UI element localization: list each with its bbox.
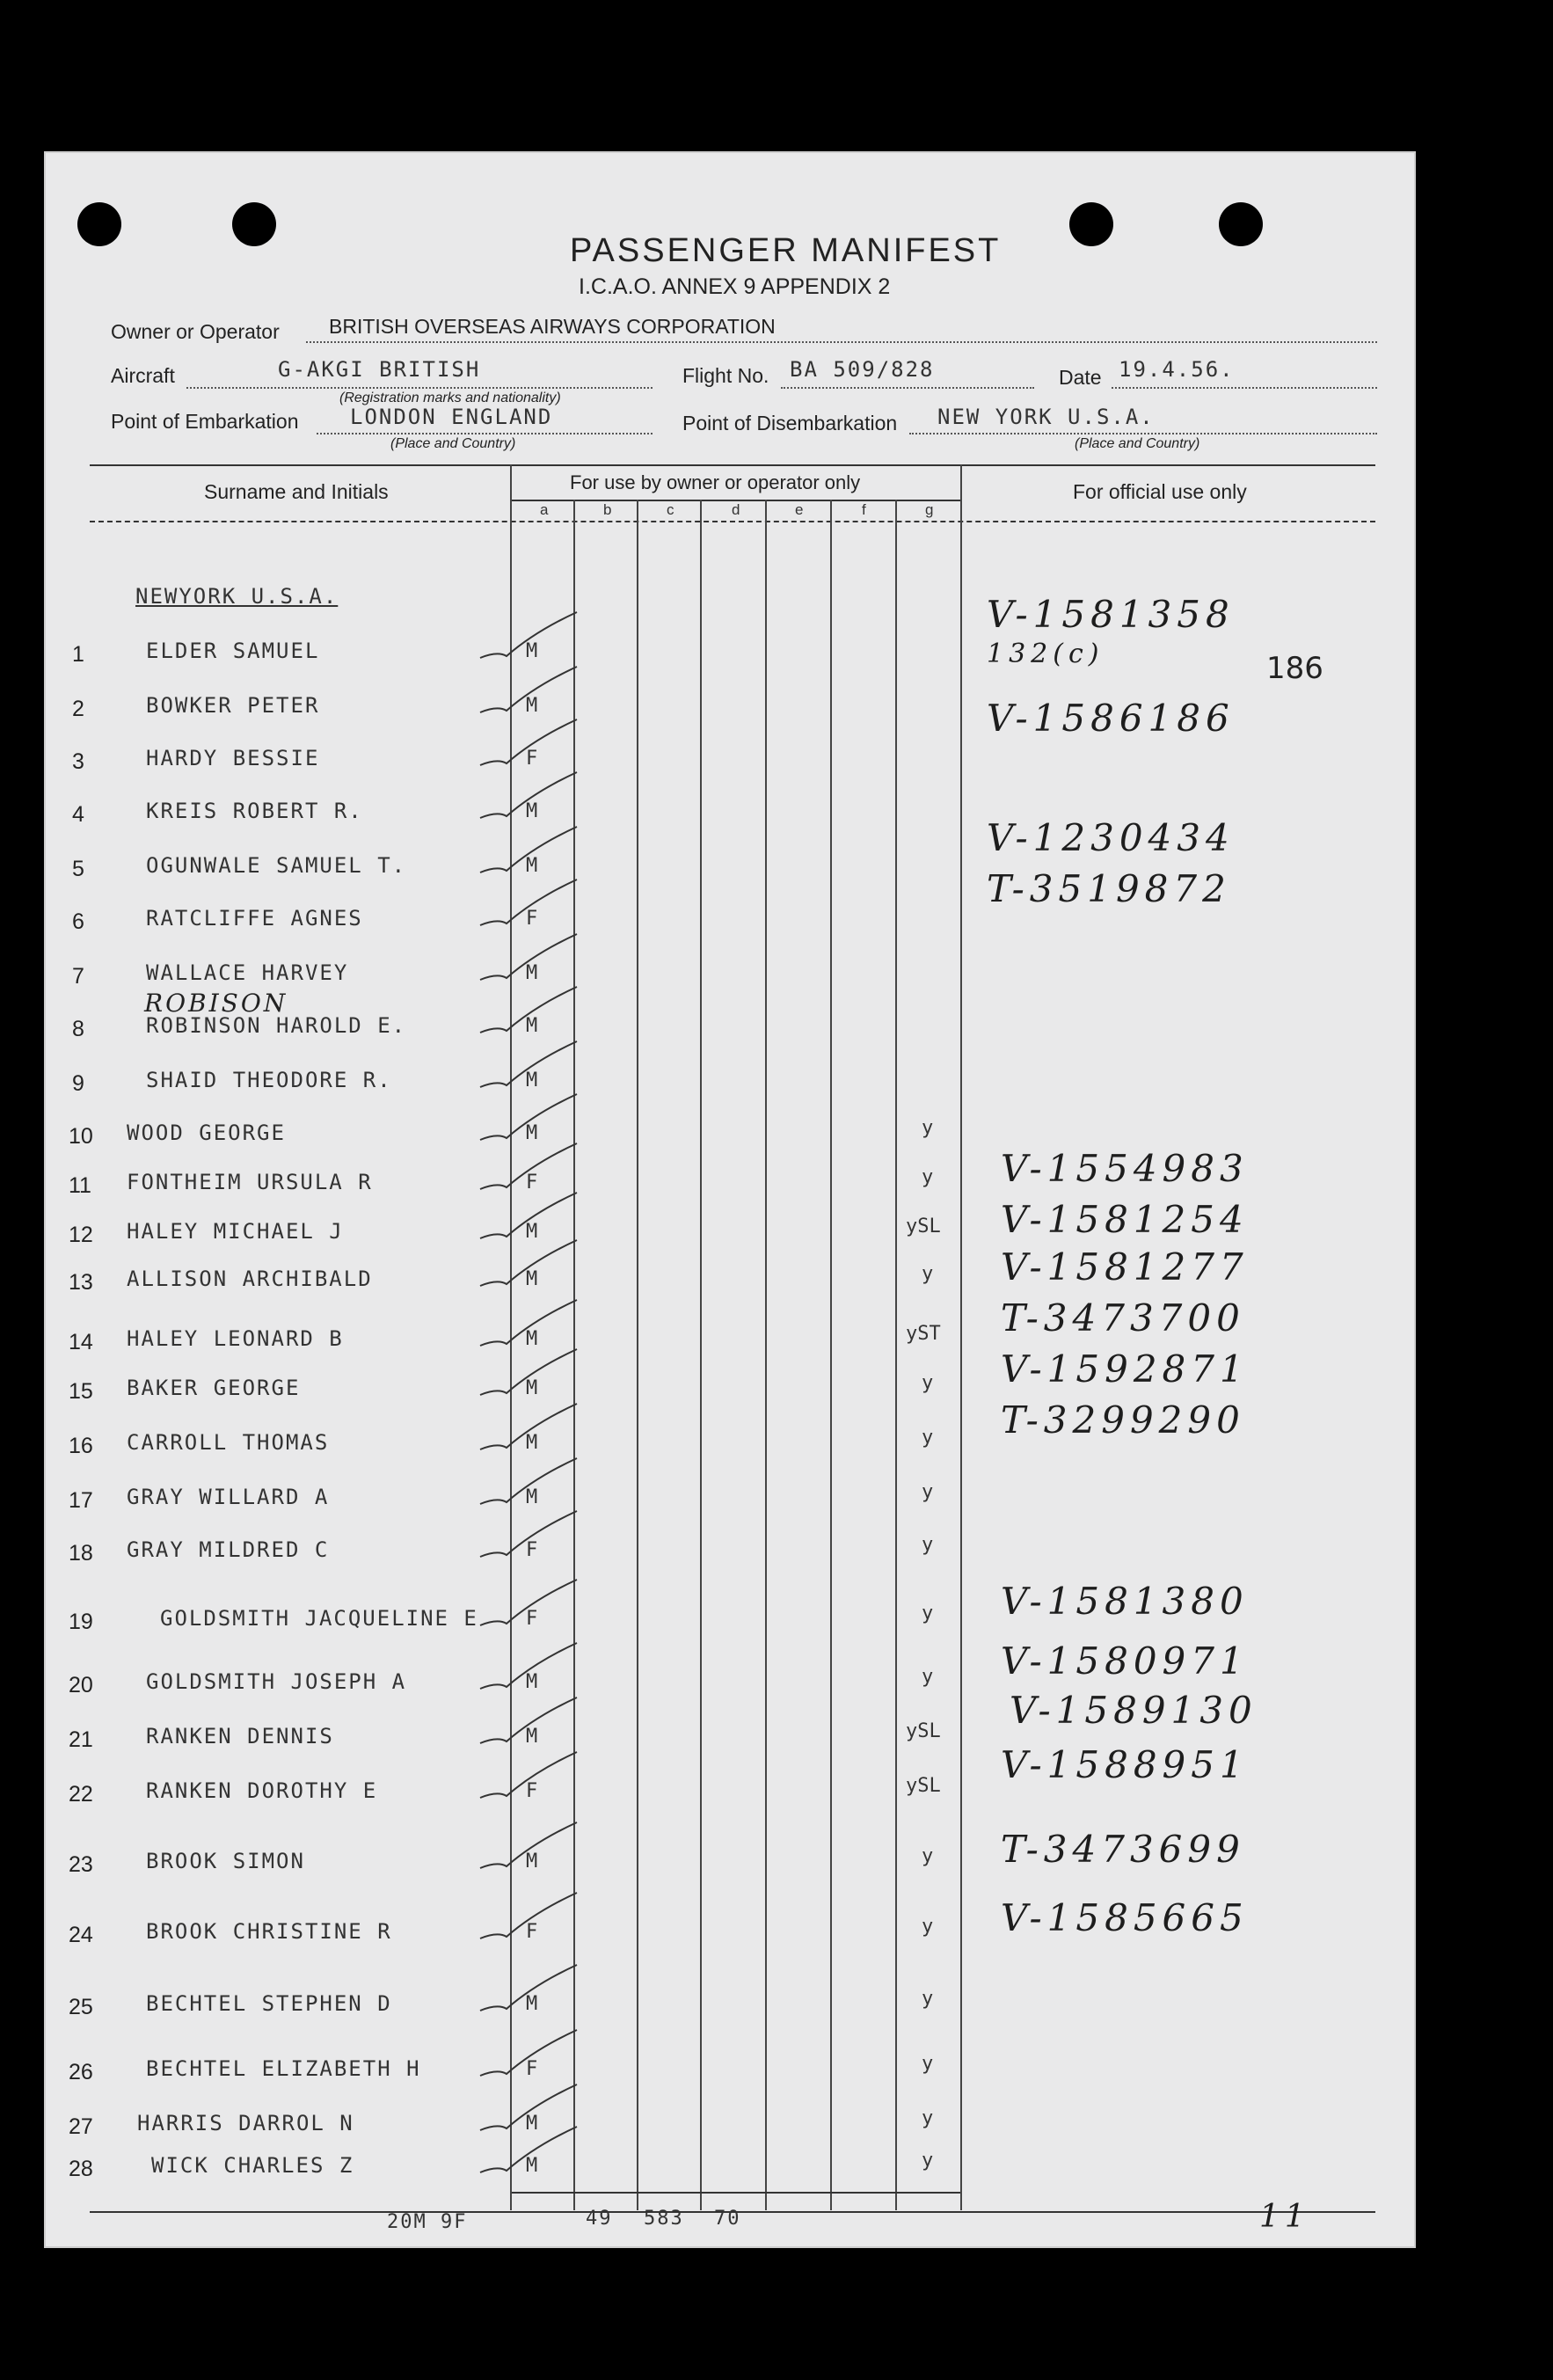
passenger-name: SHAID THEODORE R. xyxy=(146,1068,392,1092)
row-number: 23 xyxy=(69,1852,93,1877)
passenger-name: HALEY LEONARD B xyxy=(127,1326,344,1351)
visa-code: y xyxy=(922,1666,934,1688)
passenger-name: BROOK SIMON xyxy=(146,1849,305,1873)
col-divider xyxy=(700,500,702,2210)
official-note: V-1581358 xyxy=(987,593,1235,636)
passenger-name: GRAY MILDRED C xyxy=(127,1537,330,1562)
sex-code: M xyxy=(526,962,538,984)
col-divider xyxy=(765,500,767,2210)
row-number: 11 xyxy=(69,1173,91,1198)
col-owner-header: For use by owner or operator only xyxy=(570,471,861,493)
col-divider xyxy=(637,500,638,2210)
visa-code: yST xyxy=(906,1323,941,1345)
flight-value: BA 509/828 xyxy=(790,357,935,382)
passenger-name: RANKEN DOROTHY E xyxy=(146,1778,378,1803)
visa-code: y xyxy=(922,1534,934,1556)
official-note: V-1581277 xyxy=(1001,1245,1249,1289)
subcol-letter: b xyxy=(603,501,612,518)
disembark-caption: (Place and Country) xyxy=(1075,436,1200,451)
visa-code: y xyxy=(922,1372,934,1394)
row-number: 5 xyxy=(72,857,84,881)
visa-code: y xyxy=(922,1166,934,1188)
passenger-name: GRAY WILLARD A xyxy=(127,1485,330,1509)
col-divider xyxy=(895,500,897,2210)
date-dotline xyxy=(1112,387,1377,389)
sex-code: M xyxy=(526,1377,538,1399)
table-top-rule xyxy=(90,464,1375,466)
col-surname-header: Surname and Initials xyxy=(204,480,389,503)
subcol-letter: a xyxy=(540,501,549,518)
flight-label: Flight No. xyxy=(682,364,769,387)
sex-code: M xyxy=(526,1221,538,1243)
official-note: T-3519872 xyxy=(987,867,1231,910)
sex-code: M xyxy=(526,640,538,662)
row-number: 13 xyxy=(69,1270,93,1295)
passenger-name: ALLISON ARCHIBALD xyxy=(127,1267,373,1291)
passenger-name: WICK CHARLES Z xyxy=(151,2153,354,2178)
col-divider xyxy=(960,464,962,2210)
page-number: 186 xyxy=(1266,651,1323,686)
row-number: 26 xyxy=(69,2060,93,2084)
row-number: 6 xyxy=(72,909,84,934)
official-note: V-1586186 xyxy=(987,697,1235,740)
sex-code: F xyxy=(526,1921,538,1943)
row-number: 20 xyxy=(69,1673,93,1697)
disembark-label: Point of Disembarkation xyxy=(682,412,898,434)
subcol-letter: d xyxy=(732,501,740,518)
page-subtitle: I.C.A.O. ANNEX 9 APPENDIX 2 xyxy=(579,274,891,299)
sex-code: M xyxy=(526,1726,538,1748)
passenger-name: ELDER SAMUEL xyxy=(146,639,320,663)
row-number: 4 xyxy=(72,802,84,827)
passenger-name: RANKEN DENNIS xyxy=(146,1724,334,1748)
passenger-name: ROBINSON HAROLD E. xyxy=(146,1013,407,1038)
official-note: V-1589130 xyxy=(1010,1689,1258,1732)
visa-code: y xyxy=(922,2107,934,2129)
official-note: V-1580971 xyxy=(1001,1639,1249,1683)
punch-hole-icon xyxy=(1219,202,1263,246)
row-number: 19 xyxy=(69,1610,93,1634)
row-number: 22 xyxy=(69,1782,93,1807)
embark-label: Point of Embarkation xyxy=(111,410,299,433)
passenger-name: RATCLIFFE AGNES xyxy=(146,906,363,931)
sex-code: M xyxy=(526,695,538,717)
row-number: 16 xyxy=(69,1434,93,1458)
footer-total: 11 xyxy=(1259,2199,1310,2235)
passenger-name: BOWKER PETER xyxy=(146,693,320,718)
disembark-value: NEW YORK U.S.A. xyxy=(937,405,1155,429)
owner-value: BRITISH OVERSEAS AIRWAYS CORPORATION xyxy=(329,315,776,338)
aircraft-value: G-AKGI BRITISH xyxy=(278,357,481,382)
row-number: 1 xyxy=(72,642,84,667)
col-divider xyxy=(830,500,832,2210)
table-header-rule xyxy=(90,521,1375,522)
sex-code: M xyxy=(526,2113,538,2135)
passenger-name: FONTHEIM URSULA R xyxy=(127,1170,373,1194)
official-note: V-1592871 xyxy=(1001,1347,1249,1391)
passenger-name: CARROLL THOMAS xyxy=(127,1430,330,1455)
sex-code: M xyxy=(526,2155,538,2177)
disembark-dotline xyxy=(909,433,1377,434)
sex-code: F xyxy=(526,748,538,770)
footer-code: 20M 9F xyxy=(387,2211,468,2233)
passenger-name: GOLDSMITH JOSEPH A xyxy=(146,1669,407,1694)
row-number: 25 xyxy=(69,1995,93,2019)
passenger-name: HALEY MICHAEL J xyxy=(127,1219,344,1244)
passenger-name: GOLDSMITH JACQUELINE E xyxy=(160,1606,478,1631)
owner-dotline xyxy=(306,341,1377,343)
sex-code: F xyxy=(526,1539,538,1561)
row-number: 12 xyxy=(69,1223,93,1247)
row-number: 15 xyxy=(69,1379,93,1404)
embark-value: LONDON ENGLAND xyxy=(350,405,553,429)
footer-b: 49 xyxy=(586,2208,613,2230)
date-value: 19.4.56. xyxy=(1119,357,1235,382)
manifest-sheet xyxy=(44,151,1416,2248)
row-number: 9 xyxy=(72,1071,84,1096)
row-number: 7 xyxy=(72,964,84,989)
passenger-name: BAKER GEORGE xyxy=(127,1376,301,1400)
footer-d: 70 xyxy=(714,2208,741,2230)
sex-code: M xyxy=(526,855,538,877)
visa-code: y xyxy=(922,1988,934,2010)
sex-code: M xyxy=(526,1486,538,1508)
row-number: 8 xyxy=(72,1017,84,1041)
visa-code: y xyxy=(922,1117,934,1139)
visa-code: ySL xyxy=(906,1216,941,1237)
visa-code: ySL xyxy=(906,1775,941,1797)
visa-code: y xyxy=(922,1602,934,1624)
passenger-name: WALLACE HARVEY xyxy=(146,960,349,985)
sex-code: F xyxy=(526,1780,538,1802)
row-number: 28 xyxy=(69,2157,93,2181)
destination-heading: NEWYORK U.S.A. xyxy=(135,584,339,609)
official-note: V-1585665 xyxy=(1001,1896,1249,1939)
punch-hole-icon xyxy=(77,202,121,246)
punch-hole-icon xyxy=(232,202,276,246)
visa-code: y xyxy=(922,1916,934,1938)
owner-label: Owner or Operator xyxy=(111,320,280,343)
sex-code: F xyxy=(526,908,538,930)
sex-code: M xyxy=(526,800,538,822)
row-number: 14 xyxy=(69,1330,93,1354)
row-number: 17 xyxy=(69,1488,93,1513)
col-official-header: For official use only xyxy=(1073,480,1247,503)
row-number: 3 xyxy=(72,749,84,774)
aircraft-dotline xyxy=(186,387,653,389)
row-number: 21 xyxy=(69,1727,93,1752)
passenger-name: BECHTEL ELIZABETH H xyxy=(146,2056,421,2081)
official-note: T-3473699 xyxy=(1001,1828,1245,1871)
row-number: 24 xyxy=(69,1923,93,1947)
official-note: V-1554983 xyxy=(1001,1147,1249,1190)
sex-code: M xyxy=(526,1432,538,1454)
sex-code: F xyxy=(526,1608,538,1630)
aircraft-label: Aircraft xyxy=(111,364,175,387)
official-note: V-1588951 xyxy=(1001,1743,1249,1786)
footer-c: 583 xyxy=(644,2208,684,2230)
visa-code: y xyxy=(922,1263,934,1285)
subcol-letter: c xyxy=(667,501,674,518)
sex-code: F xyxy=(526,1172,538,1194)
sex-code: F xyxy=(526,2058,538,2080)
visa-code: y xyxy=(922,1845,934,1867)
passenger-name: WOOD GEORGE xyxy=(127,1121,286,1145)
passenger-name: BECHTEL STEPHEN D xyxy=(146,1991,392,2016)
official-note: V-1581380 xyxy=(1001,1580,1249,1623)
page-title: PASSENGER MANIFEST xyxy=(570,232,1002,269)
passenger-name: HARDY BESSIE xyxy=(146,746,320,770)
passenger-name: KREIS ROBERT R. xyxy=(146,799,363,823)
visa-code: y xyxy=(922,1481,934,1503)
sex-code: M xyxy=(526,1070,538,1091)
row-number: 10 xyxy=(69,1124,93,1149)
passenger-name: OGUNWALE SAMUEL T. xyxy=(146,853,407,878)
official-note: 132(c) xyxy=(987,639,1105,669)
passenger-name: HARRIS DARROL N xyxy=(137,2111,354,2135)
official-note: V-1230434 xyxy=(987,816,1235,859)
embark-dotline xyxy=(317,433,653,434)
sex-code: M xyxy=(526,1851,538,1873)
subcol-letter: g xyxy=(925,501,934,518)
sex-code: M xyxy=(526,1671,538,1693)
visa-code: y xyxy=(922,2053,934,2075)
sex-code: M xyxy=(526,1122,538,1144)
official-note: V-1581254 xyxy=(1001,1198,1249,1241)
punch-hole-icon xyxy=(1069,202,1113,246)
visa-code: ySL xyxy=(906,1720,941,1742)
handwritten-correction: ROBISON xyxy=(144,989,288,1018)
subtotal-rule xyxy=(512,2192,960,2194)
subcol-letter: e xyxy=(795,501,804,518)
official-note: T-3299290 xyxy=(1001,1398,1245,1442)
visa-code: y xyxy=(922,2150,934,2172)
sex-code: M xyxy=(526,1015,538,1037)
date-label: Date xyxy=(1059,366,1102,389)
row-number: 27 xyxy=(69,2114,93,2139)
embark-caption: (Place and Country) xyxy=(390,436,516,451)
passenger-name: BROOK CHRISTINE R xyxy=(146,1919,392,1944)
subcol-letter: f xyxy=(862,501,866,518)
sex-code: M xyxy=(526,1993,538,2015)
visa-code: y xyxy=(922,1427,934,1449)
flight-dotline xyxy=(781,387,1034,389)
aircraft-caption: (Registration marks and nationality) xyxy=(339,391,561,405)
official-note: T-3473700 xyxy=(1001,1296,1245,1340)
row-number: 2 xyxy=(72,697,84,721)
row-number: 18 xyxy=(69,1541,93,1566)
sex-code: M xyxy=(526,1268,538,1290)
sex-code: M xyxy=(526,1328,538,1350)
